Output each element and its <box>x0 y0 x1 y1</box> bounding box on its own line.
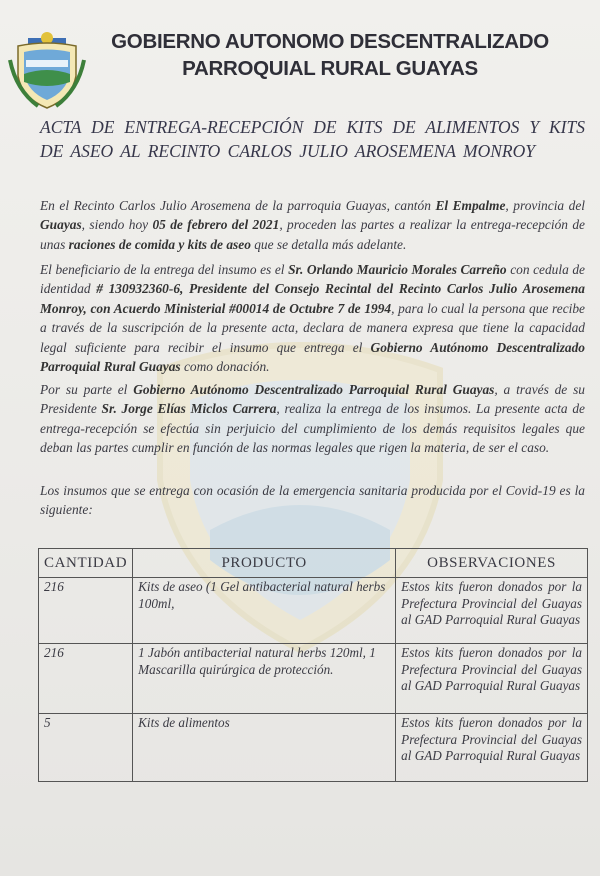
header-line-2: PARROQUIAL RURAL GUAYAS <box>182 57 478 80</box>
cell-product: 1 Jabón antibacterial natural herbs 120ml, 1 Mascarilla quirúrgica de protección. <box>133 644 396 714</box>
p2-text: como donación. <box>180 359 270 375</box>
paragraph-2 <box>40 260 585 376</box>
p1-bold: Guayas <box>40 217 82 233</box>
p1-text: , cantón <box>386 198 436 213</box>
p1-bold: El Empalme <box>435 198 506 213</box>
p1-text: que se detalla más adelante. <box>250 236 407 252</box>
cell-observations: Estos kits fueron donados por la Prefectura Provincial del Guayas al GAD Parroquial Rural Guayas <box>396 644 588 714</box>
col-header-cantidad: CANTIDAD <box>39 549 133 578</box>
table-row <box>39 714 588 782</box>
table-row <box>39 578 588 644</box>
header-line-1: GOBIERNO AUTONOMO DESCENTRALIZADO <box>111 30 549 53</box>
p1-date: 05 de febrero del 2021 <box>152 217 280 233</box>
cell-observations: Estos kits fueron donados por la Prefectura Provincial del Guayas al GAD Parroquial Rural Guayas <box>396 578 588 644</box>
p3-text: Por su parte el <box>40 382 134 397</box>
document-title: ACTA DE ENTREGA-RECEPCIÓN DE KITS DE ALIMENTOS Y KITS DE ASEO AL RECINTO CARLOS JULIO AROSEMENA MONROY <box>40 117 585 161</box>
paragraph-1 <box>40 196 585 254</box>
supplies-table <box>38 548 588 782</box>
institution-header <box>105 28 555 82</box>
p1-text: , provincia del <box>505 198 585 213</box>
cell-quantity: 216 <box>39 578 133 644</box>
institution-name: Gobierno Autónomo Descentralizado Parroquial Rural Guayas <box>133 382 495 397</box>
paragraph-3 <box>40 380 585 458</box>
p1-text: , proceden las partes a realizar la entrega-recepción de unas <box>40 217 585 252</box>
beneficiary-details: # 130932360-6, Presidente del Consejo Recintal del Recinto Carlos Julio Arosemena Monroy, con Acuerdo Ministerial #00014 de Octubre 7 de 1994 <box>40 281 585 316</box>
p1-text: En el Recinto Carlos Julio Arosemena de la parroquia Guayas <box>40 198 387 213</box>
cell-product: Kits de alimentos <box>133 714 396 782</box>
p2-text: con cedula de identidad <box>40 262 586 297</box>
p1-text: , siendo hoy <box>81 217 153 233</box>
president-name: Sr. Jorge Elías Miclos Carrera <box>101 401 277 417</box>
cell-quantity: 5 <box>39 714 133 782</box>
cell-product: Kits de aseo (1 Gel antibacterial natural herbs 100ml, <box>133 578 396 644</box>
col-header-observaciones: OBSERVACIONES <box>396 549 588 578</box>
gad-seal-logo <box>8 30 86 110</box>
p2-text: , para lo cual la persona que recibe a través de la suscripción de la presente acta, declara de manera expresa que tiene la capacidad legal suficiente para recibir el insumo que entrega el <box>40 300 585 355</box>
paragraph-4: Los insumos que se entrega con ocasión de la emergencia sanitaria producida por el Covid-19 es la siguiente: <box>40 483 585 518</box>
beneficiary-name: Sr. Orlando Mauricio Morales Carreño <box>288 262 507 277</box>
table-header-row <box>39 549 588 578</box>
p2-text: El beneficiario de la entrega del insumo es el <box>40 262 289 277</box>
p1-bold: raciones de comida y kits de aseo <box>68 236 251 252</box>
p3-text: , realiza la entrega de los insumos. La presente acta de entrega-recepción se efectúa sin perjuicio del cumplimiento de los demás requisitos legales que deban las partes cumplir en función de las normas legales que rigen la materia, de ser el caso. <box>40 401 586 456</box>
cell-observations: Estos kits fueron donados por la Prefectura Provincial del Guayas al GAD Parroquial Rural Guayas <box>396 714 588 782</box>
institution-name: Gobierno Autónomo Descentralizado Parroquial Rural Guayas <box>40 339 586 375</box>
col-header-producto: PRODUCTO <box>133 549 396 578</box>
p3-text: , a través de su Presidente <box>40 382 585 417</box>
cell-quantity: 216 <box>39 644 133 714</box>
table-row <box>39 644 588 714</box>
